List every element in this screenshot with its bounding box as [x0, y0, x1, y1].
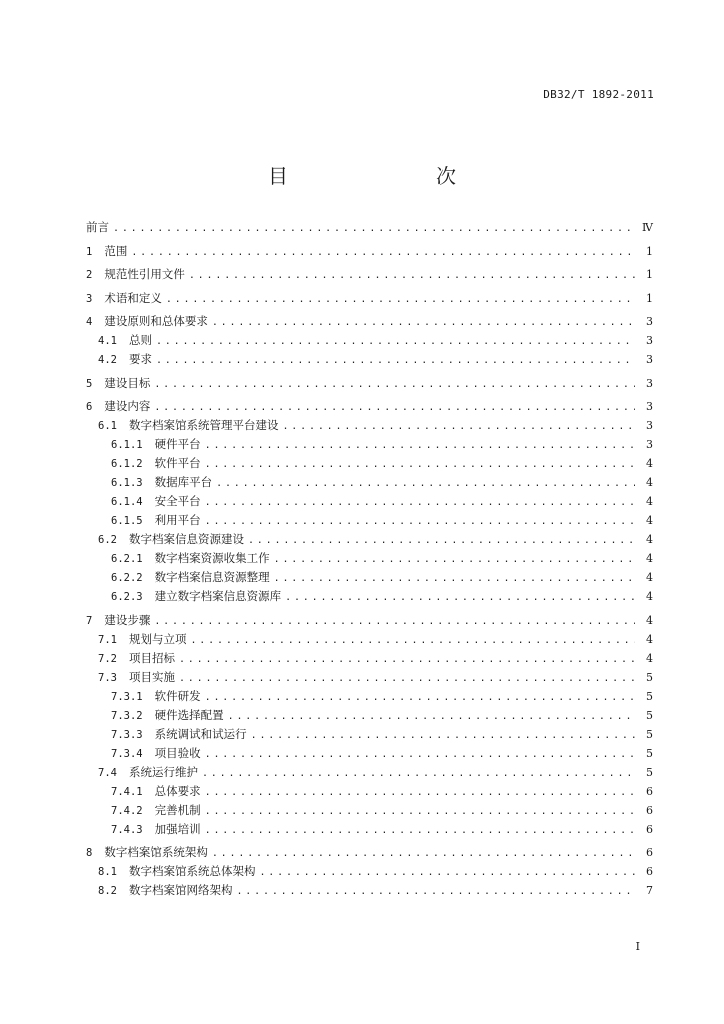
toc-entry-page: 3: [646, 419, 653, 432]
dot-leader: [179, 650, 635, 669]
toc-entry-title: 数字档案信息资源整理: [154, 570, 270, 584]
dot-leader: [179, 669, 635, 688]
toc-entry[interactable]: [86, 242, 653, 261]
toc-entry-number: 4.2: [98, 354, 117, 366]
toc-entry-page: 1: [646, 291, 653, 305]
toc-entry-page: 4: [646, 651, 653, 665]
dot-leader: [251, 726, 635, 745]
toc-entry[interactable]: [86, 801, 653, 820]
toc-entry[interactable]: [86, 331, 653, 350]
toc-entry-title: 项目验收: [154, 745, 201, 760]
toc-entry-number: 7.4.1: [111, 785, 143, 798]
toc-entry-title: 术语和定义: [104, 290, 162, 305]
toc-entry-title: 系统运行维护: [128, 764, 198, 779]
toc-entry-title: 数字档案馆系统管理平台建设: [128, 418, 279, 432]
toc-entry-title: 系统调试和试运行: [154, 726, 247, 741]
toc-entry[interactable]: [86, 374, 653, 393]
toc-entry-page: 5: [646, 708, 653, 722]
toc-entry[interactable]: [86, 454, 653, 473]
toc-entry-page: 6: [646, 822, 653, 836]
toc-entry-number: 6: [86, 401, 93, 413]
toc-entry-number: 5: [86, 377, 93, 390]
toc-entry-number: 6.1.5: [111, 515, 143, 527]
toc-entry-number: 7.1: [98, 633, 117, 646]
toc-entry-title: 完善机制: [154, 802, 201, 817]
dot-leader: [274, 569, 635, 588]
toc-entry-title: 项目招标: [128, 650, 175, 665]
toc-entry-number: 8: [86, 847, 93, 859]
toc-entry-number: 1: [86, 245, 93, 258]
toc-entry[interactable]: [86, 435, 653, 454]
standard-code: DB32/T 1892-2011: [543, 88, 654, 101]
toc-entry-page: 4: [646, 552, 653, 565]
toc-entry[interactable]: [86, 511, 653, 530]
toc-entry[interactable]: [86, 744, 653, 763]
toc-entry-title: 硬件平台: [154, 437, 201, 451]
toc-entry-page: 5: [646, 765, 653, 779]
toc-entry-page: 6: [646, 846, 653, 859]
toc-entry-title: 软件平台: [154, 456, 201, 470]
dot-leader: [236, 882, 635, 901]
toc-entry-number: 6.1.1: [111, 439, 143, 451]
toc-entry-number: 7.3: [98, 671, 117, 684]
toc-entry-page: 6: [646, 784, 653, 798]
toc-entry-title: 前言: [86, 220, 109, 234]
toc-entry-number: 7.3.1: [111, 690, 143, 703]
toc-entry-page: 4: [646, 476, 653, 489]
toc-entry-number: 8.2: [98, 885, 117, 897]
toc-entry[interactable]: [86, 530, 653, 549]
toc-entry[interactable]: [86, 820, 653, 839]
dot-leader: [274, 550, 635, 569]
dot-leader: [205, 455, 635, 474]
toc-entry-page: 4: [646, 514, 653, 527]
footer-page-number: I: [635, 940, 640, 953]
toc-entry-page: 3: [646, 315, 653, 328]
toc-entry-number: 6.1.4: [111, 496, 143, 508]
dot-leader: [228, 707, 635, 726]
dot-leader: [205, 436, 635, 455]
toc-entry-title: 建设目标: [104, 375, 151, 390]
toc-entry-number: 7.3.3: [111, 728, 143, 741]
toc-entry[interactable]: [86, 862, 653, 881]
toc-entry-page: 3: [646, 376, 653, 390]
dot-leader: [212, 313, 635, 332]
toc-entry-title: 加强培训: [154, 821, 201, 836]
toc-entry[interactable]: [86, 587, 653, 606]
dot-leader: [205, 783, 635, 802]
toc-entry[interactable]: [86, 568, 653, 587]
toc-entry-page: 4: [646, 590, 653, 603]
toc-entry[interactable]: [86, 218, 653, 237]
dot-leader: [190, 631, 635, 650]
toc-entry-title: 建设步骤: [104, 612, 151, 627]
toc-entry[interactable]: [86, 265, 653, 284]
dot-leader: [202, 764, 635, 783]
dot-leader: [113, 219, 635, 238]
dot-leader: [205, 512, 635, 531]
dot-leader: [248, 531, 635, 550]
toc-entry-page: 7: [646, 884, 653, 897]
toc-entry[interactable]: [86, 611, 653, 630]
toc-entry-number: 4.1: [98, 335, 117, 347]
toc-entry[interactable]: [86, 668, 653, 687]
toc-entry[interactable]: [86, 289, 653, 308]
toc-entry-page: 4: [646, 533, 653, 546]
toc-entry-page: Ⅳ: [642, 221, 653, 234]
toc-entry-page: 4: [646, 632, 653, 646]
page-title: 目 次: [268, 164, 492, 188]
toc-entry-page: 5: [646, 746, 653, 760]
toc-entry[interactable]: [86, 549, 653, 568]
dot-leader: [212, 844, 635, 863]
toc-entry[interactable]: [86, 725, 653, 744]
toc-entry-title: 数据库平台: [154, 475, 213, 489]
toc-entry[interactable]: [86, 881, 653, 900]
toc-entry-page: 6: [646, 803, 653, 817]
toc-entry-title: 要求: [128, 352, 152, 366]
dot-leader: [154, 612, 635, 631]
toc-entry[interactable]: [86, 843, 653, 862]
toc-entry[interactable]: [86, 350, 653, 369]
toc-entry-number: 7.4.2: [111, 804, 143, 817]
toc-entry[interactable]: [86, 473, 653, 492]
dot-leader: [205, 745, 635, 764]
toc-entry-number: 3: [86, 292, 93, 305]
toc-entry-number: 4: [86, 316, 93, 328]
toc-entry-number: 6.2.1: [111, 553, 143, 565]
toc-entry-title: 规范性引用文件: [104, 267, 185, 281]
toc-entry[interactable]: [86, 782, 653, 801]
toc-entry-title: 范围: [104, 243, 128, 258]
table-of-contents: [86, 218, 653, 900]
toc-entry-page: 4: [646, 457, 653, 470]
toc-entry-title: 项目实施: [128, 669, 175, 684]
toc-entry-title: 数字档案馆系统总体架构: [128, 864, 256, 878]
dot-leader: [189, 266, 635, 285]
toc-entry-title: 安全平台: [154, 494, 201, 508]
toc-entry-page: 3: [646, 438, 653, 451]
dot-leader: [205, 688, 635, 707]
toc-entry-number: 6.1.3: [111, 477, 143, 489]
toc-entry-number: 8.1: [98, 866, 117, 878]
toc-entry-page: 1: [646, 244, 653, 258]
toc-entry-page: 5: [646, 670, 653, 684]
toc-entry-number: 6.1.2: [111, 458, 143, 470]
toc-entry-page: 3: [646, 353, 653, 366]
dot-leader: [154, 375, 635, 394]
toc-entry-page: 4: [646, 571, 653, 584]
toc-entry-number: 7.3.2: [111, 709, 143, 722]
toc-entry-number: 7.4.3: [111, 823, 143, 836]
dot-leader: [156, 332, 635, 351]
dot-leader: [205, 802, 635, 821]
dot-leader: [285, 588, 635, 607]
toc-entry-number: 7: [86, 614, 93, 627]
toc-entry[interactable]: [86, 706, 653, 725]
toc-entry-title: 总则: [128, 333, 152, 347]
dot-leader: [282, 417, 635, 436]
toc-entry-page: 5: [646, 689, 653, 703]
toc-entry[interactable]: [86, 630, 653, 649]
toc-entry-title: 总体要求: [154, 783, 201, 798]
toc-entry[interactable]: [86, 416, 653, 435]
toc-entry-number: 6.2.2: [111, 572, 143, 584]
dot-leader: [131, 243, 635, 262]
toc-entry-page: 4: [646, 495, 653, 508]
toc-entry-title: 数字档案信息资源建设: [128, 532, 244, 546]
toc-entry-number: 6.2: [98, 534, 117, 546]
toc-entry-title: 数字档案馆网络架构: [128, 883, 233, 897]
toc-entry[interactable]: [86, 649, 653, 668]
toc-entry-page: 3: [646, 400, 653, 413]
dot-leader: [205, 493, 635, 512]
toc-entry-number: 7.3.4: [111, 747, 143, 760]
toc-entry[interactable]: [86, 687, 653, 706]
toc-entry-number: 7.2: [98, 652, 117, 665]
toc-entry[interactable]: [86, 492, 653, 511]
toc-entry-title: 数字档案馆系统架构: [104, 845, 208, 859]
toc-entry-page: 3: [646, 334, 653, 347]
toc-entry-page: 4: [646, 613, 653, 627]
toc-entry-title: 硬件选择配置: [154, 707, 224, 722]
toc-entry-title: 建设原则和总体要求: [104, 314, 208, 328]
toc-entry-title: 建设内容: [104, 399, 151, 413]
toc-entry-title: 利用平台: [154, 513, 201, 527]
dot-leader: [154, 398, 635, 417]
toc-entry-number: 6.1: [98, 420, 117, 432]
dot-leader: [156, 351, 635, 370]
toc-entry[interactable]: [86, 397, 653, 416]
dot-leader: [166, 290, 635, 309]
toc-entry-number: 6.2.3: [111, 591, 143, 603]
toc-entry-title: 建立数字档案信息资源库: [154, 589, 282, 603]
toc-entry-title: 数字档案资源收集工作: [154, 551, 270, 565]
dot-leader: [205, 821, 635, 840]
dot-leader: [216, 474, 635, 493]
toc-entry-page: 5: [646, 727, 653, 741]
toc-entry-number: 2: [86, 269, 93, 281]
toc-entry-page: 1: [646, 268, 653, 281]
dot-leader: [259, 863, 635, 882]
toc-entry-number: 7.4: [98, 766, 117, 779]
toc-entry[interactable]: [86, 312, 653, 331]
toc-entry-title: 规划与立项: [128, 631, 187, 646]
toc-entry-title: 软件研发: [154, 688, 201, 703]
toc-entry-page: 6: [646, 865, 653, 878]
toc-entry[interactable]: [86, 763, 653, 782]
